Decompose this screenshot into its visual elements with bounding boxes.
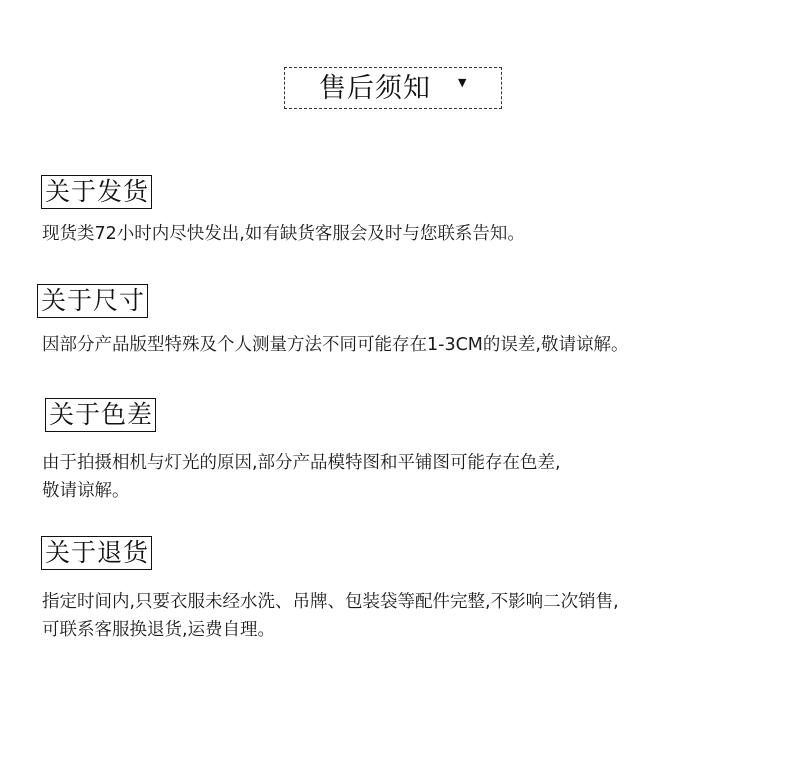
section-title-shipping: 关于发货: [41, 175, 152, 209]
header-box: [284, 67, 502, 109]
section-title-color: 关于色差: [45, 398, 156, 432]
section-text-size-line-1: 因部分产品版型特殊及个人测量方法不同可能存在1-3CM的误差,敬请谅解。: [42, 335, 629, 355]
triangle-down-icon: ▼: [458, 76, 467, 89]
section-text-color-line-2: 敬请谅解。: [42, 481, 130, 501]
section-text-returns-line-1: 指定时间内,只要衣服未经水洗、吊牌、包装袋等配件完整,不影响二次销售,: [42, 592, 619, 612]
page-title: 售后须知: [319, 73, 431, 104]
section-title-returns: 关于退货: [41, 536, 152, 570]
section-text-returns-line-2: 可联系客服换退货,运费自理。: [42, 620, 276, 640]
section-text-shipping-line-1: 现货类72小时内尽快发出,如有缺货客服会及时与您联系告知。: [42, 224, 525, 244]
section-text-color-line-1: 由于拍摄相机与灯光的原因,部分产品模特图和平铺图可能存在色差,: [42, 453, 561, 473]
section-title-size: 关于尺寸: [37, 284, 148, 318]
